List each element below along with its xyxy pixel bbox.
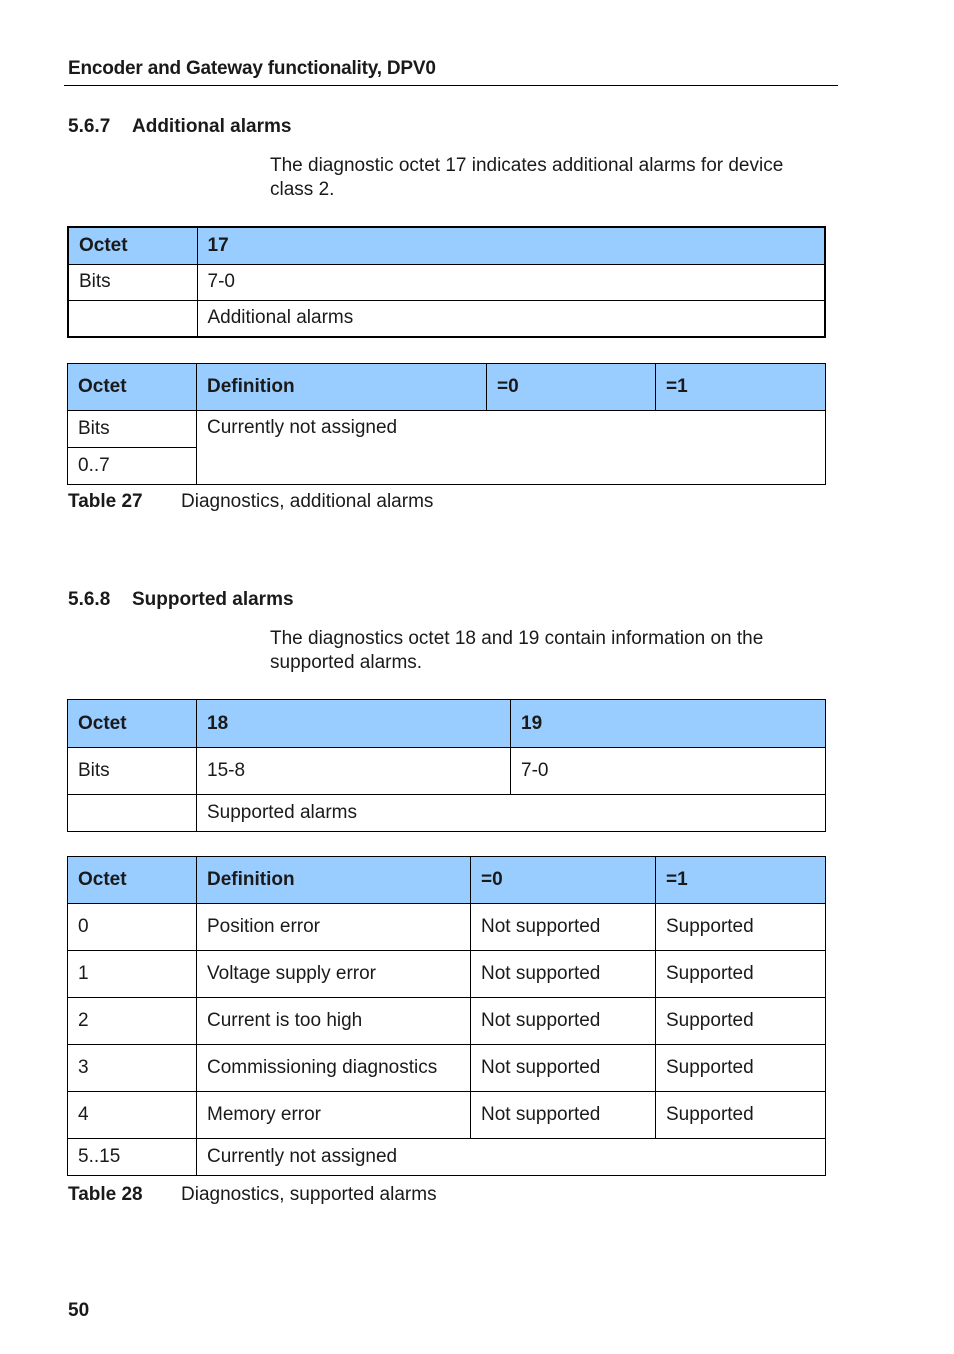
intro-line: class 2. [270, 179, 335, 200]
header-cell: Octet [68, 857, 197, 904]
table-cell: Not supported [471, 1092, 656, 1139]
table-cell [68, 795, 197, 832]
table-cell: Additional alarms [197, 300, 825, 337]
table-cell: Not supported [471, 904, 656, 951]
table-caption [68, 1184, 437, 1206]
page-number: 50 [68, 1300, 90, 1321]
section-heading-additional-alarms [68, 116, 291, 138]
table-cell: Not supported [471, 1045, 656, 1092]
table-cell: Supported [656, 1092, 826, 1139]
table-cell: Supported [656, 904, 826, 951]
table-row [68, 951, 826, 998]
header-cell: Definition [197, 857, 471, 904]
octet-18-19-table [67, 699, 826, 832]
table-cell: 1 [68, 951, 197, 998]
table-cell: 5..15 [68, 1139, 197, 1176]
table-cell: Supported alarms [197, 795, 826, 832]
intro-line: The diagnostic octet 17 indicates additional alarms for device [270, 155, 784, 176]
table-cell: Bits [68, 411, 197, 448]
table-row [68, 1092, 826, 1139]
table-cell: Not supported [471, 951, 656, 998]
table-cell: Current is too high [197, 998, 471, 1045]
table-cell: Position error [197, 904, 471, 951]
running-header: Encoder and Gateway functionality, DPV0 [68, 58, 436, 79]
table-row [68, 998, 826, 1045]
table-cell: 0 [68, 904, 197, 951]
additional-alarms-definition-table [67, 363, 826, 485]
table-header-row [68, 227, 825, 264]
section-number: 5.6.7 [68, 116, 111, 137]
caption-text: Diagnostics, supported alarms [181, 1184, 437, 1205]
table-row [68, 1139, 826, 1176]
table-cell: Bits [68, 264, 197, 300]
header-cell: Octet [68, 364, 197, 411]
table-row [68, 904, 826, 951]
header-cell: Octet [68, 700, 197, 748]
caption-text: Diagnostics, additional alarms [181, 491, 434, 512]
header-cell: =1 [656, 857, 826, 904]
octet-17-table [67, 226, 826, 338]
table-cell: 3 [68, 1045, 197, 1092]
table-cell: Bits [68, 748, 197, 795]
table-cell: Not supported [471, 998, 656, 1045]
intro-line: The diagnostics octet 18 and 19 contain information on the [270, 628, 764, 649]
table-cell: 2 [68, 998, 197, 1045]
table-cell: 7-0 [511, 748, 826, 795]
intro-line: supported alarms. [270, 652, 423, 673]
table-cell: 4 [68, 1092, 197, 1139]
table-row [68, 411, 826, 448]
table-cell: 15-8 [197, 748, 511, 795]
table-caption [68, 491, 433, 513]
header-cell: =0 [471, 857, 656, 904]
table-cell: Currently not assigned [197, 1139, 826, 1176]
section-title: Additional alarms [132, 116, 292, 137]
table-cell: Currently not assigned [197, 411, 826, 485]
section-heading-supported-alarms [68, 589, 294, 611]
section-intro [270, 154, 810, 202]
header-cell: 19 [511, 700, 826, 748]
table-cell: Supported [656, 951, 826, 998]
table-row [68, 748, 826, 795]
table-cell: Commissioning diagnostics [197, 1045, 471, 1092]
caption-label: Table 28 [68, 1184, 143, 1205]
section-title: Supported alarms [132, 589, 294, 610]
header-cell: =1 [656, 364, 826, 411]
table-row [68, 264, 825, 300]
header-cell: 17 [197, 227, 825, 264]
table-header-row [68, 364, 826, 411]
supported-alarms-definition-table [67, 856, 826, 1176]
section-intro [270, 627, 810, 675]
table-cell [68, 300, 197, 337]
table-row [68, 300, 825, 337]
table-cell: Supported [656, 1045, 826, 1092]
table-header-row [68, 700, 826, 748]
table-cell: Voltage supply error [197, 951, 471, 998]
table-cell: Supported [656, 998, 826, 1045]
table-cell: 7-0 [197, 264, 825, 300]
table-row [68, 795, 826, 832]
header-cell: 18 [197, 700, 511, 748]
header-cell: =0 [487, 364, 656, 411]
table-cell: Memory error [197, 1092, 471, 1139]
table-header-row [68, 857, 826, 904]
table-cell: 0..7 [68, 448, 197, 485]
header-cell: Octet [68, 227, 197, 264]
table-row [68, 1045, 826, 1092]
caption-label: Table 27 [68, 491, 143, 512]
header-cell: Definition [197, 364, 487, 411]
section-number: 5.6.8 [68, 589, 111, 610]
header-rule [64, 85, 838, 86]
